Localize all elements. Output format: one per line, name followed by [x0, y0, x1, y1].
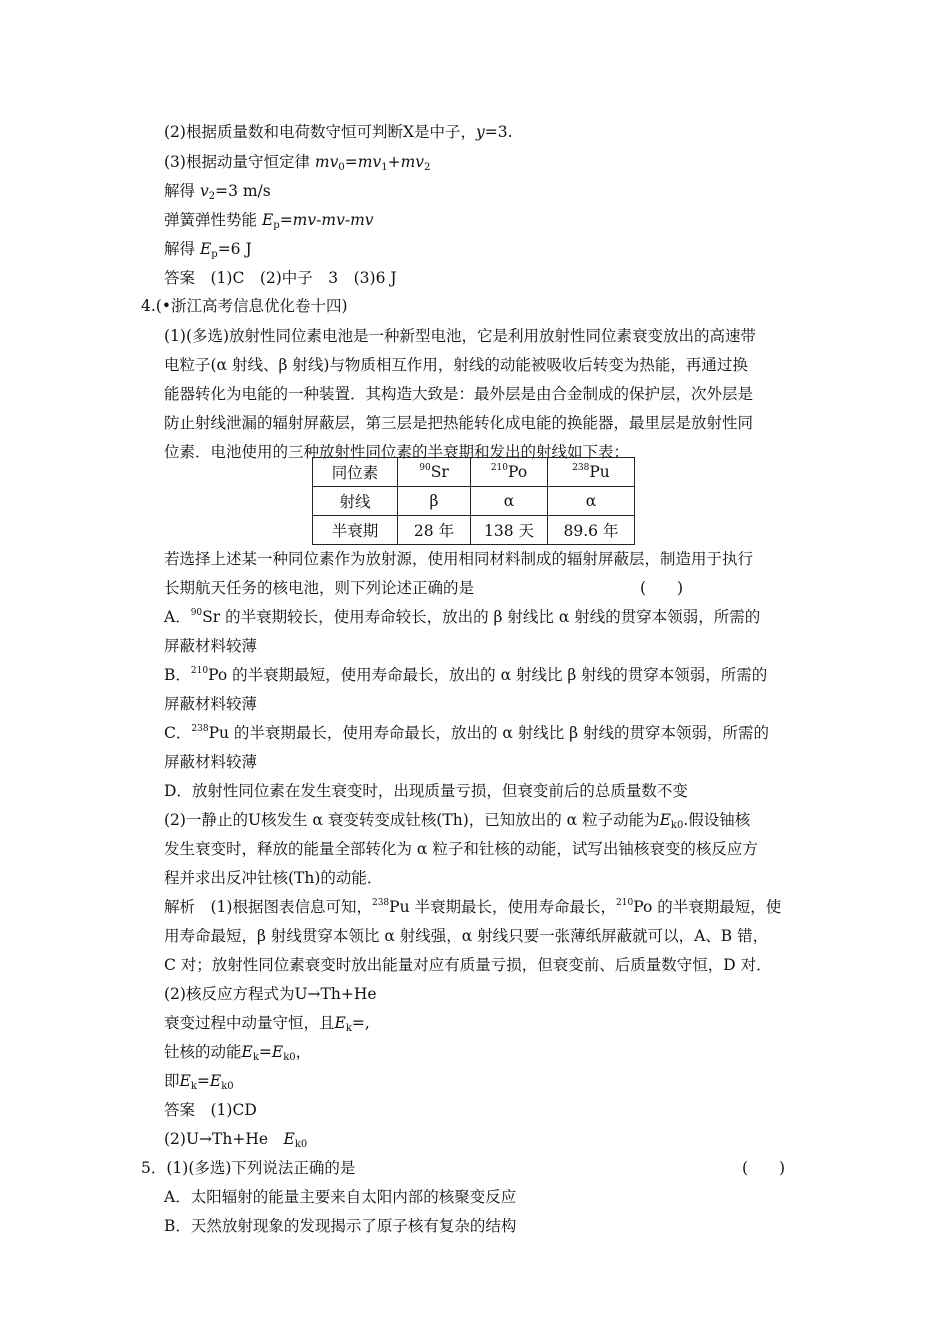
option-d: D．放射性同位素在发生衰变时，出现质量亏损，但衰变前后的总质量数不变 [164, 782, 688, 800]
table-header-cell: 同位素 [313, 458, 398, 487]
q5-option-b: B．天然放射现象的发现揭示了原子核有复杂的结构 [164, 1217, 517, 1235]
q5-option-a: A．太阳辐射的能量主要来自太阳内部的核聚变反应 [164, 1188, 517, 1206]
q4-para-line-4: 防止射线泄漏的辐射屏蔽层，第三层是把热能转化成电能的换能器，最里层是放射性同 [164, 414, 754, 432]
question-4-header: 4.(•浙江高考信息优化卷十四) [141, 297, 348, 315]
q4-stem-line-1: 若选择上述某一种同位素作为放射源，使用相同材料制成的辐射屏蔽层，制造用于执行 [164, 550, 754, 568]
option-b-line-1: B．$^{210}$Po 的半衰期最短，使用寿命最长，放出的 α 射线比 β 射线的贯穿本领弱，所需的 [164, 666, 768, 684]
table-header-row [313, 458, 635, 487]
table-cell: 射线 [313, 487, 398, 516]
question-5-header: 5．(1)(多选)下列说法正确的是 [141, 1159, 356, 1177]
option-c-line-2: 屏蔽材料较薄 [164, 753, 258, 771]
table-header-cell: $^{238}$Pu [548, 458, 635, 487]
solution-line-2: (2)根据质量数和电荷数守恒可判断X是中子，y=3. [164, 123, 513, 141]
table-cell: 89.6 年 [548, 516, 635, 545]
option-b-line-2: 屏蔽材料较薄 [164, 695, 258, 713]
solution-4-line-4: (2)核反应方程式为U→Th+He [164, 985, 377, 1003]
q4-part2-line-2: 发生衰变时，释放的能量全部转化为 α 粒子和钍核的动能，试写出铀核衰变的核反应方 [164, 840, 758, 858]
table-cell: β [398, 487, 471, 516]
solution-4-line-5: 衰变过程中动量守恒，且$E_k=$, [164, 1014, 370, 1034]
solution-line-3: (3)根据动量守恒定律 $mv_0=mv_1+mv_2$ [164, 153, 431, 173]
solution-4-line-7: 即$E_k=E_{k0}$ [164, 1072, 234, 1092]
table-cell: α [471, 487, 548, 516]
answer-4-line-1: 答案 (1)CD [164, 1101, 257, 1119]
q4-para-line-3: 能器转化为电能的一种装置．其构造大致是：最外层是由合金制成的保护层，次外层是 [164, 385, 754, 403]
answer-4-line-2: (2)U→Th+He $E_{k0}$ [164, 1130, 308, 1150]
table-cell: 半衰期 [313, 516, 398, 545]
q4-para-line-1: (1)(多选)放射性同位素电池是一种新型电池，它是利用放射性同位素衰变放出的高速带 [164, 327, 757, 345]
option-a-line-2: 屏蔽材料较薄 [164, 637, 258, 655]
q4-stem-line-2: 长期航天任务的核电池，则下列论述正确的是 [164, 579, 475, 597]
solution-4-line-2: 用寿命最短，β 射线贯穿本领比 α 射线强，α 射线只要一张薄纸屏蔽就可以，A、B 错， [164, 927, 769, 945]
solution-4-line-6: 钍核的动能$E_k=E_{k0}$， [164, 1043, 312, 1063]
solution-line-ep-result: 解得 $E_p=6$ J [164, 240, 252, 260]
table-row [313, 487, 635, 516]
table-header-cell: $^{90}$Sr [398, 458, 471, 487]
table-header-cell: $^{210}$Po [471, 458, 548, 487]
q4-para-line-5: 位素．电池使用的三种放射性同位素的半衰期和发出的射线如下表： [164, 443, 630, 461]
solution-line-ep: 弹簧弹性势能 $E_p=mv-mv-mv$ [164, 211, 374, 231]
q4-para-line-2: 电粒子(α 射线、β 射线)与物质相互作用，射线的动能被吸收后转变为热能，再通过换 [164, 356, 748, 374]
option-a-line-1: A．$^{90}$Sr 的半衰期较长，使用寿命较长，放出的 β 射线比 α 射线的贯穿本领弱，所需的 [164, 608, 761, 626]
table-cell: α [548, 487, 635, 516]
table-cell: 138 天 [471, 516, 548, 545]
option-c-line-1: C．$^{238}$Pu 的半衰期最长，使用寿命最长，放出的 α 射线比 β 射线的贯穿本领弱，所需的 [164, 724, 770, 742]
answer-blank: ( ) [640, 579, 684, 597]
q4-part2-line-3: 程并求出反冲钍核(Th)的动能． [164, 869, 383, 887]
isotope-table [312, 457, 635, 545]
q4-part2-line-1: (2)一静止的U核发生 α 衰变转变成钍核(Th)，已知放出的 α 粒子动能为$E_{k0}$.假设铀核 [164, 811, 751, 831]
answer-blank: ( ) [742, 1159, 786, 1177]
table-row [313, 516, 635, 545]
answer-line-3: 答案 (1)C (2)中子 3 (3)6 J [164, 269, 397, 287]
solution-line-v2: 解得 $v_2=3$ m/s [164, 182, 271, 202]
table-cell: 28 年 [398, 516, 471, 545]
solution-4-line-3: C 对；放射性同位素衰变时放出能量对应有质量亏损，但衰变前、后质量数守恒，D 对． [164, 956, 772, 974]
solution-4-line-1: 解析 (1)根据图表信息可知，$^{238}$Pu 半衰期最长，使用寿命最长，$^{210}$Po 的半衰期最短，使 [164, 898, 782, 916]
